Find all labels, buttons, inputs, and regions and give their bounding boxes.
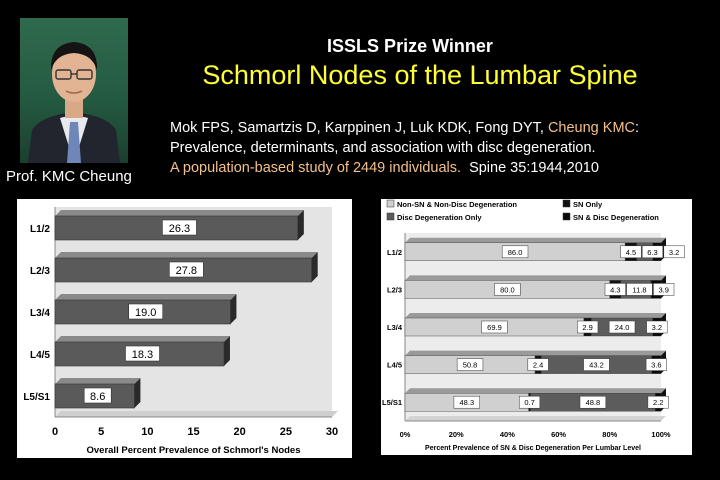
data-label: 3.6 <box>651 360 662 370</box>
plot-floor <box>405 416 666 421</box>
category-label: L5/S1 <box>381 398 402 408</box>
legend-label: SN & Disc Degeneration <box>573 213 659 222</box>
category-label: L1/2 <box>386 247 402 257</box>
data-label: 2.9 <box>582 323 593 332</box>
x-tick-label: 100% <box>651 430 671 439</box>
data-label: 2.4 <box>532 360 544 370</box>
data-label: 4.5 <box>625 247 637 257</box>
data-label: 48.8 <box>585 398 601 408</box>
legend-swatch <box>563 213 570 220</box>
x-tick-label: 40% <box>499 430 515 439</box>
x-tick-label: 25 <box>279 426 292 438</box>
presenter-portrait <box>20 18 128 163</box>
bar-top <box>405 388 666 393</box>
data-label: 18.3 <box>131 349 154 361</box>
x-tick-label: 30 <box>325 426 339 438</box>
bar-top <box>405 351 666 356</box>
data-label: 69.9 <box>487 323 502 332</box>
x-tick-label: 20% <box>448 430 464 439</box>
presenter-photo <box>20 18 128 163</box>
x-tick-label: 10 <box>141 426 154 438</box>
data-label: 50.8 <box>462 360 478 370</box>
data-label: 48.3 <box>459 398 475 408</box>
presenter-caption: Prof. KMC Cheung <box>6 168 132 185</box>
data-label: 27.8 <box>175 265 198 277</box>
data-label: 24.0 <box>614 323 630 332</box>
citation-study: A population-based study of 2449 individuals. <box>170 160 462 176</box>
citation-colon: : <box>635 120 640 136</box>
data-label: 4.3 <box>610 285 621 295</box>
x-tick-label: 80% <box>602 430 618 439</box>
data-label: 8.6 <box>90 391 106 403</box>
data-label: 3.9 <box>658 285 669 295</box>
x-tick-label: 15 <box>187 426 200 438</box>
category-label: L3/4 <box>386 323 402 332</box>
category-label: L4/5 <box>386 360 402 370</box>
category-label: L3/4 <box>29 308 50 319</box>
data-label: 80.0 <box>500 285 515 295</box>
bar-top <box>405 238 666 243</box>
citation-journal: Spine 35:1944,2010 <box>461 160 599 176</box>
legend-label: SN Only <box>573 200 603 209</box>
bar-top <box>405 275 666 280</box>
category-label: L2/3 <box>29 266 50 277</box>
citation <box>170 118 715 178</box>
stacked-chart <box>381 199 692 455</box>
bar-top <box>55 210 304 216</box>
data-label: 19.0 <box>135 307 157 319</box>
data-label: 0.7 <box>524 398 535 408</box>
x-axis-title: Percent Prevalence of SN & Disc Degeneration Per Lumbar Level <box>425 445 641 452</box>
prevalence-chart <box>17 199 352 458</box>
data-label: 2.2 <box>652 398 664 408</box>
data-label: 3.2 <box>651 323 663 332</box>
data-label: 26.3 <box>168 223 191 235</box>
legend-swatch <box>387 200 394 207</box>
legend-swatch <box>563 200 570 207</box>
legend-label: Disc Degeneration Only <box>397 213 482 222</box>
citation-line-3 <box>170 158 715 178</box>
data-label: 3.2 <box>668 247 680 257</box>
x-tick-label: 60% <box>551 430 567 439</box>
x-tick-label: 0% <box>399 430 411 439</box>
category-label: L5/S1 <box>23 392 50 403</box>
x-axis-title: Overall Percent Prevalence of Schmorl's Nodes <box>86 445 301 456</box>
x-tick-label: 20 <box>233 426 246 438</box>
bar-top <box>405 313 666 318</box>
data-label: 6.3 <box>647 247 658 257</box>
category-label: L2/3 <box>386 285 402 295</box>
plot-floor <box>55 411 338 417</box>
x-tick-label: 5 <box>98 426 105 438</box>
data-label: 11.8 <box>632 285 647 295</box>
bar-top <box>55 336 230 342</box>
data-label: 86.0 <box>507 247 523 257</box>
citation-line-1 <box>170 118 715 138</box>
bar-top <box>55 378 140 384</box>
citation-line-2: Prevalence, determinants, and association with disc degeneration. <box>170 140 596 156</box>
data-label: 43.2 <box>589 360 604 370</box>
stacked-chart-svg <box>381 199 692 455</box>
citation-authors: Mok FPS, Samartzis D, Karppinen J, Luk KDK, Fong DYT, <box>170 120 548 136</box>
legend-swatch <box>387 213 394 220</box>
category-label: L4/5 <box>29 350 50 361</box>
bar-top <box>55 294 236 300</box>
x-tick-label: 0 <box>51 426 59 438</box>
legend-label: Non-SN & Non-Disc Degeneration <box>397 200 518 209</box>
slide-title: Schmorl Nodes of the Lumbar Spine <box>202 60 638 90</box>
citation-highlight-author: Cheung KMC <box>547 120 635 136</box>
bar-top <box>55 252 318 258</box>
prize-heading: ISSLS Prize Winner <box>327 36 493 56</box>
prevalence-chart-svg <box>17 199 352 458</box>
category-label: L1/2 <box>29 224 50 235</box>
